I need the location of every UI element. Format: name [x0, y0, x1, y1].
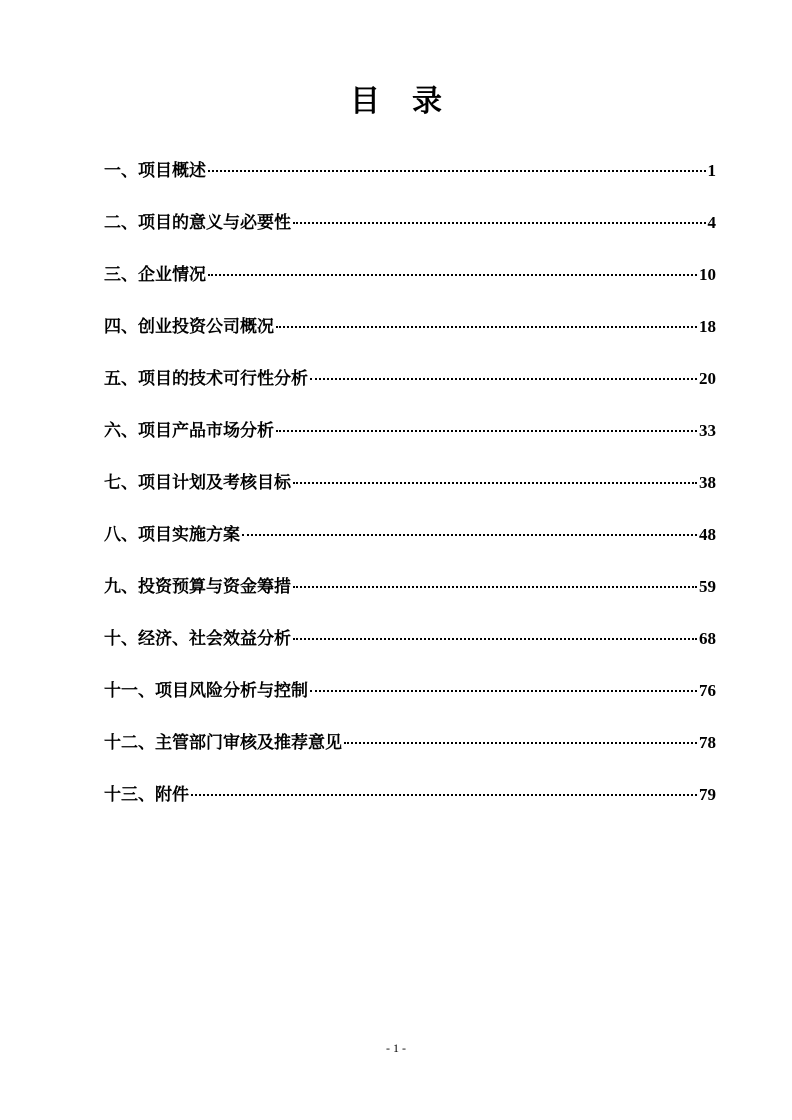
toc-entry-label: 九、投资预算与资金筹措: [104, 577, 291, 597]
toc-entry-page: 48: [699, 525, 716, 544]
toc-entry-page: 4: [707, 213, 716, 232]
toc-entry-page: 68: [699, 629, 716, 648]
toc-entry[interactable]: [104, 616, 716, 668]
toc-entry[interactable]: [104, 720, 716, 772]
toc-entry-page: 76: [699, 681, 716, 700]
toc-entry[interactable]: [104, 408, 716, 460]
page-number: - 1 -: [386, 1041, 406, 1055]
toc-entry-page: 79: [699, 785, 716, 804]
toc-entry[interactable]: [104, 772, 716, 824]
toc-entry-page: 20: [699, 369, 716, 388]
toc-dot-leader: [293, 638, 697, 640]
table-of-contents: [104, 148, 716, 824]
document-title: 目录: [350, 84, 474, 119]
toc-entry[interactable]: [104, 304, 716, 356]
toc-dot-leader: [208, 274, 697, 276]
toc-entry-label: 一、项目概述: [104, 161, 206, 181]
toc-dot-leader: [276, 326, 697, 328]
toc-entry-label: 十三、附件: [104, 785, 189, 805]
toc-entry-label: 四、创业投资公司概况: [104, 317, 274, 337]
toc-dot-leader: [310, 378, 697, 380]
toc-entry-label: 十、经济、社会效益分析: [104, 629, 291, 649]
toc-dot-leader: [276, 430, 697, 432]
toc-dot-leader: [208, 170, 706, 172]
toc-entry-page: 59: [699, 577, 716, 596]
toc-entry-label: 六、项目产品市场分析: [104, 421, 274, 441]
toc-dot-leader: [293, 586, 697, 588]
toc-entry-label: 五、项目的技术可行性分析: [104, 369, 308, 389]
toc-entry-page: 38: [699, 473, 716, 492]
toc-entry[interactable]: [104, 460, 716, 512]
toc-dot-leader: [242, 534, 697, 536]
toc-entry-page: 1: [707, 161, 716, 180]
toc-entry-label: 二、项目的意义与必要性: [104, 213, 291, 233]
toc-entry-label: 十一、项目风险分析与控制: [104, 681, 308, 701]
toc-entry[interactable]: [104, 512, 716, 564]
toc-dot-leader: [191, 794, 697, 796]
toc-entry[interactable]: [104, 252, 716, 304]
toc-dot-leader: [344, 742, 697, 744]
toc-entry-page: 78: [699, 733, 716, 752]
toc-entry-label: 七、项目计划及考核目标: [104, 473, 291, 493]
toc-entry[interactable]: [104, 356, 716, 408]
toc-entry[interactable]: [104, 200, 716, 252]
toc-entry-label: 八、项目实施方案: [104, 525, 240, 545]
toc-dot-leader: [293, 222, 706, 224]
toc-dot-leader: [293, 482, 697, 484]
toc-entry-page: 18: [699, 317, 716, 336]
toc-entry-page: 10: [699, 265, 716, 284]
toc-entry-page: 33: [699, 421, 716, 440]
toc-entry-label: 十二、主管部门审核及推荐意见: [104, 733, 342, 753]
toc-dot-leader: [310, 690, 697, 692]
toc-entry[interactable]: [104, 564, 716, 616]
toc-entry-label: 三、企业情况: [104, 265, 206, 285]
toc-entry[interactable]: [104, 148, 716, 200]
toc-entry[interactable]: [104, 668, 716, 720]
